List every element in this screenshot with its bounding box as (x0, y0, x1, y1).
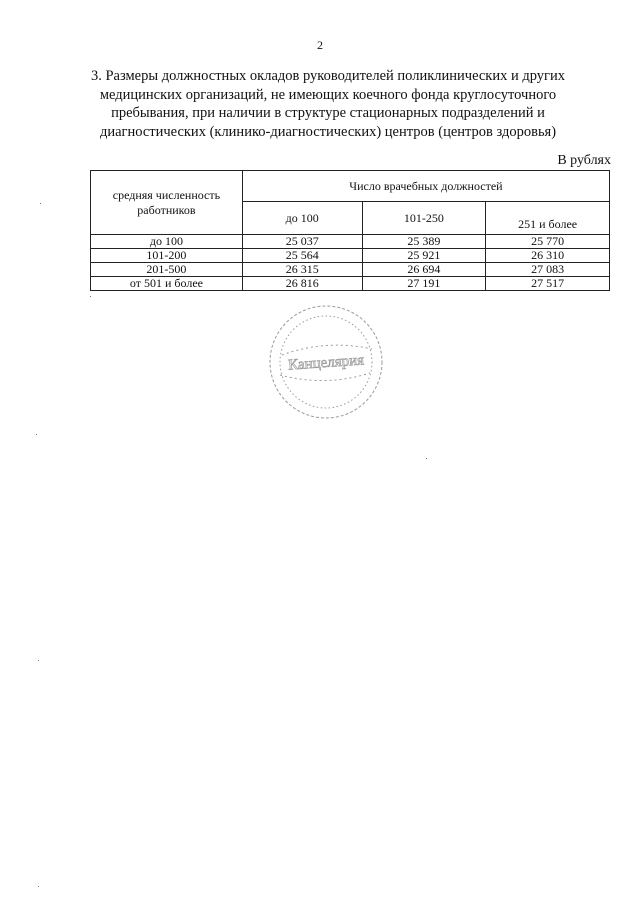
table-row (91, 249, 610, 263)
table-cell: 26 315 (242, 263, 362, 277)
header-staff-count: средняя численность работников (91, 171, 243, 235)
table-cell: 25 389 (362, 235, 486, 249)
table-header (91, 171, 610, 235)
table-cell: 25 770 (486, 235, 610, 249)
table-cell: 25 564 (242, 249, 362, 263)
section-heading (78, 67, 578, 141)
header-col-2: 101-250 (362, 202, 486, 235)
heading-line: медицинских организаций, не имеющих коечного фонда круглосуточного (99, 86, 557, 103)
salary-table (90, 170, 610, 291)
table-cell: 27 517 (486, 277, 610, 291)
table-cell: 27 191 (362, 277, 486, 291)
scan-speck (426, 458, 427, 459)
heading-line: пребывания, при наличии в структуре стационарных подразделений и (111, 105, 545, 121)
table-cell: 25 921 (362, 249, 486, 263)
page-number: 2 (317, 38, 323, 52)
row-label: 201-500 (91, 263, 243, 277)
table-cell: 26 816 (242, 277, 362, 291)
table-cell: 25 037 (242, 235, 362, 249)
scan-speck (38, 886, 39, 887)
table-cell: 26 310 (486, 249, 610, 263)
scan-speck (36, 434, 37, 435)
heading-line: 3. Размеры должностных окладов руководителей поликлинических и других (90, 68, 566, 84)
table-row (91, 277, 610, 291)
scan-speck (90, 296, 91, 297)
table-row (91, 235, 610, 249)
header-col-3: 251 и более (486, 202, 610, 235)
table-cell: 27 083 (486, 263, 610, 277)
office-stamp (262, 303, 390, 421)
header-doctor-positions: Число врачебных должностей (242, 171, 609, 202)
row-label: 101-200 (91, 249, 243, 263)
stamp-text: Канцелярия (287, 352, 365, 374)
row-label: от 501 и более (91, 277, 243, 291)
table-body (91, 235, 610, 291)
scan-speck (38, 660, 39, 661)
table-row (91, 263, 610, 277)
header-col-1: до 100 (242, 202, 362, 235)
table-cell: 26 694 (362, 263, 486, 277)
heading-line: диагностических (клинико-диагностических) центров (центров здоровья) (99, 123, 557, 140)
row-label: до 100 (91, 235, 243, 249)
scan-speck (40, 203, 41, 204)
units-label: В рублях (557, 153, 611, 168)
